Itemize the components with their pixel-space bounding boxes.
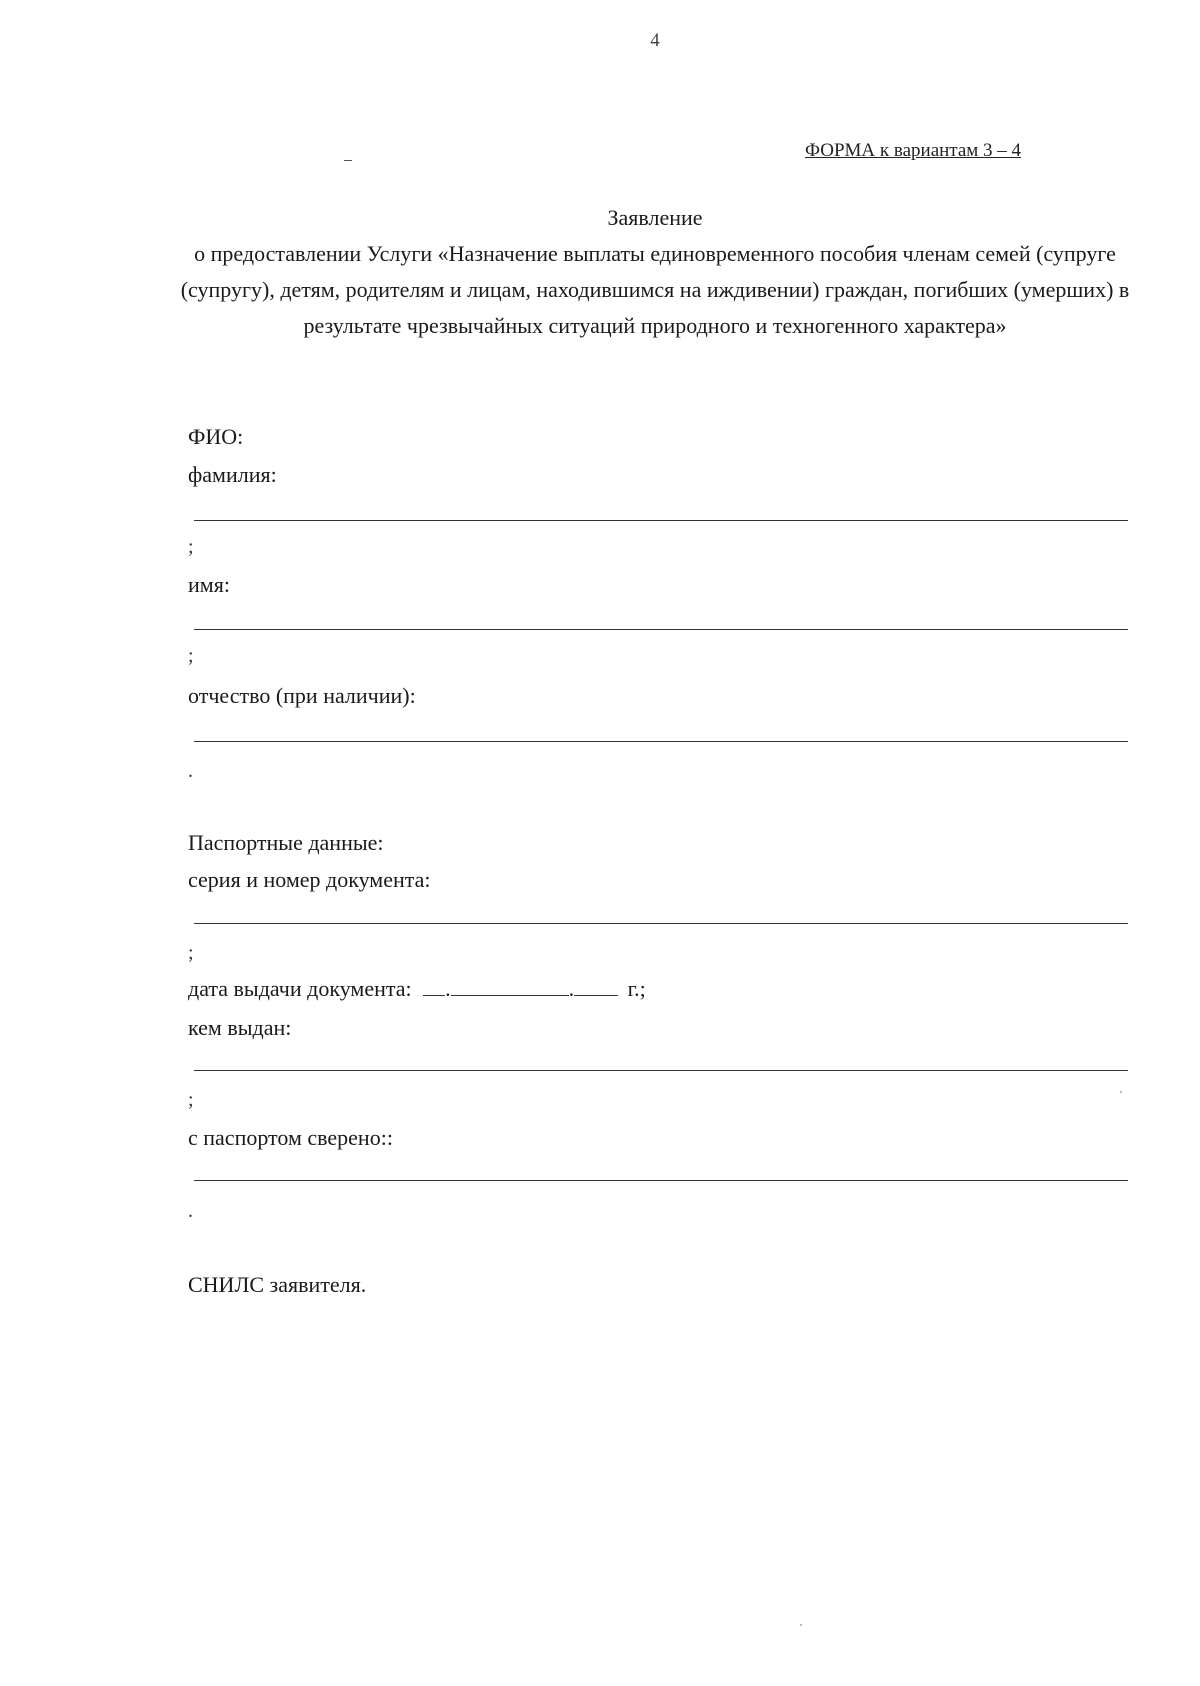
fio-heading: ФИО:: [188, 424, 244, 449]
issued-by-punct: ;: [188, 1089, 194, 1111]
surname-punct: ;: [188, 536, 194, 558]
stray-mark: [344, 160, 352, 161]
year-suffix: г.;: [627, 976, 646, 1001]
passport-series-input-line[interactable]: [194, 923, 1128, 924]
surname-input-line[interactable]: [194, 520, 1128, 521]
patronymic-punct: .: [188, 760, 193, 782]
passport-series-label: серия и номер документа:: [188, 867, 431, 892]
issue-day-input[interactable]: [423, 979, 445, 996]
patronymic-label: отчество (при наличии):: [188, 683, 416, 708]
issued-by-label: кем выдан:: [188, 1015, 292, 1040]
scan-speck: [1120, 1091, 1122, 1093]
document-header: [170, 200, 1140, 344]
snils-label: СНИЛС заявителя.: [188, 1272, 367, 1297]
issue-date-row: [188, 976, 646, 1002]
name-label: имя:: [188, 572, 230, 597]
surname-label: фамилия:: [188, 462, 277, 487]
passport-series-punct: ;: [188, 942, 194, 964]
issue-date-label: дата выдачи документа:: [188, 976, 412, 1001]
date-separator: .: [445, 976, 451, 1001]
name-input-line[interactable]: [194, 629, 1128, 630]
name-punct: ;: [188, 645, 194, 667]
form-reference: ФОРМА к вариантам 3 – 4: [805, 140, 1022, 161]
document-title: Заявление: [607, 205, 703, 230]
date-separator: .: [568, 976, 575, 1001]
document-subtitle: о предоставлении Услуги «Назначение выплаты единовременного пособия членам семей (супруге (супругу), детям, родителям и лицам, находившимся на иждивении) граждан, погибших (умерших) в результате чрезвычайных ситуаций природного и техногенного характера»: [180, 241, 1130, 338]
verified-punct: .: [188, 1200, 193, 1222]
page-number: 4: [650, 30, 660, 51]
verified-input-line[interactable]: [194, 1180, 1128, 1181]
verified-label: с паспортом сверено::: [188, 1125, 393, 1150]
issue-month-input[interactable]: [451, 979, 569, 996]
issued-by-input-line[interactable]: [194, 1070, 1128, 1071]
passport-heading: Паспортные данные:: [188, 830, 384, 855]
patronymic-input-line[interactable]: [194, 741, 1128, 742]
scan-speck: [800, 1624, 802, 1626]
issue-year-input[interactable]: [574, 979, 618, 996]
